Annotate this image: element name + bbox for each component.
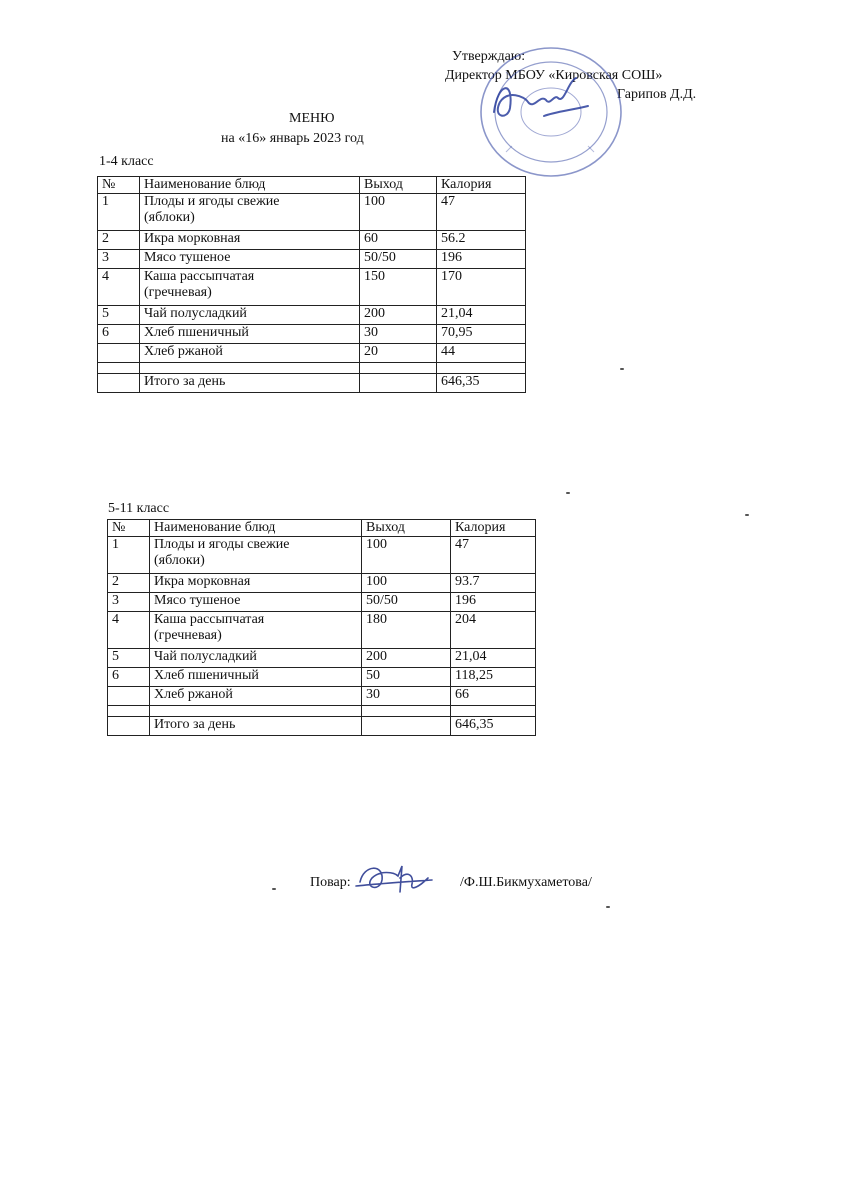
table-row	[98, 306, 526, 325]
row-dish: Чай полусладкий	[140, 306, 360, 325]
cook-name: /Ф.Ш.Бикмухаметова/	[460, 875, 592, 890]
approval-label: Утверждаю:	[452, 49, 526, 64]
col-num-header: №	[108, 520, 150, 537]
cook-signature-icon	[354, 858, 434, 898]
table-row-empty	[98, 363, 526, 374]
table-row	[108, 537, 536, 574]
row-dish: Мясо тушеное	[140, 250, 360, 269]
row-output: 30	[362, 687, 451, 706]
row-output: 200	[360, 306, 437, 325]
row-num	[98, 344, 140, 363]
table-row-empty	[108, 706, 536, 717]
scan-speck	[566, 492, 570, 494]
row-calories: 70,95	[437, 325, 526, 344]
row-calories: 170	[437, 269, 526, 306]
row-calories: 21,04	[437, 306, 526, 325]
row-dish: Икра морковная	[140, 231, 360, 250]
row-num: 5	[98, 306, 140, 325]
row-dish	[150, 537, 362, 574]
row-output: 50/50	[362, 593, 451, 612]
dish-line: Каша рассыпчатая	[154, 612, 265, 627]
row-num: 3	[98, 250, 140, 269]
row-output: 150	[360, 269, 437, 306]
row-calories: 196	[451, 593, 536, 612]
col-output-header: Выход	[360, 177, 437, 194]
row-num: 3	[108, 593, 150, 612]
row-dish	[140, 194, 360, 231]
row-num: 4	[108, 612, 150, 649]
col-calories-header: Калория	[451, 520, 536, 537]
table-row	[108, 574, 536, 593]
menu-title: МЕНЮ	[289, 111, 335, 126]
row-output: 50/50	[360, 250, 437, 269]
table-row	[108, 687, 536, 706]
row-calories: 47	[451, 537, 536, 574]
row-output: 30	[360, 325, 437, 344]
grade-label-1-4: 1-4 класс	[99, 154, 154, 169]
row-dish: Мясо тушеное	[150, 593, 362, 612]
table-row	[98, 344, 526, 363]
row-dish: Хлеб ржаной	[140, 344, 360, 363]
scan-speck	[620, 368, 624, 370]
row-dish: Хлеб пшеничный	[150, 668, 362, 687]
scan-speck	[606, 906, 610, 908]
table-total-row	[108, 717, 536, 736]
row-output: 20	[360, 344, 437, 363]
row-dish	[140, 269, 360, 306]
dish-line: Каша рассыпчатая	[144, 269, 255, 284]
table-row	[108, 593, 536, 612]
row-dish: Чай полусладкий	[150, 649, 362, 668]
table-row	[108, 649, 536, 668]
menu-table-5-11	[107, 519, 536, 736]
total-value: 646,35	[437, 374, 526, 393]
table-header	[108, 520, 536, 537]
scan-speck	[272, 888, 276, 890]
dish-line: (яблоки)	[154, 553, 205, 568]
row-calories: 118,25	[451, 668, 536, 687]
scan-speck	[745, 514, 749, 516]
row-output: 100	[362, 537, 451, 574]
row-num: 6	[108, 668, 150, 687]
row-calories: 196	[437, 250, 526, 269]
row-num: 2	[98, 231, 140, 250]
table-row	[98, 325, 526, 344]
dish-line: Плоды и ягоды свежие	[144, 194, 280, 209]
table-total-row	[98, 374, 526, 393]
table-header	[98, 177, 526, 194]
row-num: 2	[108, 574, 150, 593]
row-num: 5	[108, 649, 150, 668]
dish-line: Плоды и ягоды свежие	[154, 537, 290, 552]
row-output: 200	[362, 649, 451, 668]
row-dish: Икра морковная	[150, 574, 362, 593]
approval-director: Директор МБОУ «Кировская СОШ»	[445, 68, 663, 83]
table-row	[108, 668, 536, 687]
row-dish: Хлеб пшеничный	[140, 325, 360, 344]
col-dish-header: Наименование блюд	[150, 520, 362, 537]
col-output-header: Выход	[362, 520, 451, 537]
table-row	[108, 612, 536, 649]
row-calories: 21,04	[451, 649, 536, 668]
dish-line: (гречневая)	[154, 628, 222, 643]
menu-date: на «16» январь 2023 год	[221, 131, 364, 146]
total-label: Итого за день	[150, 717, 362, 736]
row-num	[108, 687, 150, 706]
table-row	[98, 231, 526, 250]
row-output: 100	[362, 574, 451, 593]
row-dish: Хлеб ржаной	[150, 687, 362, 706]
menu-table-1-4	[97, 176, 526, 393]
row-calories: 93.7	[451, 574, 536, 593]
row-num: 1	[108, 537, 150, 574]
total-label: Итого за день	[140, 374, 360, 393]
row-output: 100	[360, 194, 437, 231]
row-calories: 66	[451, 687, 536, 706]
dish-line: (яблоки)	[144, 210, 195, 225]
table-row	[98, 250, 526, 269]
row-calories: 47	[437, 194, 526, 231]
row-output: 60	[360, 231, 437, 250]
director-signature-icon	[484, 72, 594, 132]
col-dish-header: Наименование блюд	[140, 177, 360, 194]
row-num: 1	[98, 194, 140, 231]
row-calories: 56.2	[437, 231, 526, 250]
col-num-header: №	[98, 177, 140, 194]
row-calories: 44	[437, 344, 526, 363]
approval-name: Гарипов Д.Д.	[617, 87, 697, 102]
table-row	[98, 269, 526, 306]
table-row	[98, 194, 526, 231]
cook-label: Повар:	[310, 875, 351, 890]
total-value: 646,35	[451, 717, 536, 736]
row-num: 4	[98, 269, 140, 306]
row-output: 180	[362, 612, 451, 649]
grade-label-5-11: 5-11 класс	[108, 501, 170, 516]
row-num: 6	[98, 325, 140, 344]
col-calories-header: Калория	[437, 177, 526, 194]
row-output: 50	[362, 668, 451, 687]
row-calories: 204	[451, 612, 536, 649]
dish-line: (гречневая)	[144, 285, 212, 300]
row-dish	[150, 612, 362, 649]
